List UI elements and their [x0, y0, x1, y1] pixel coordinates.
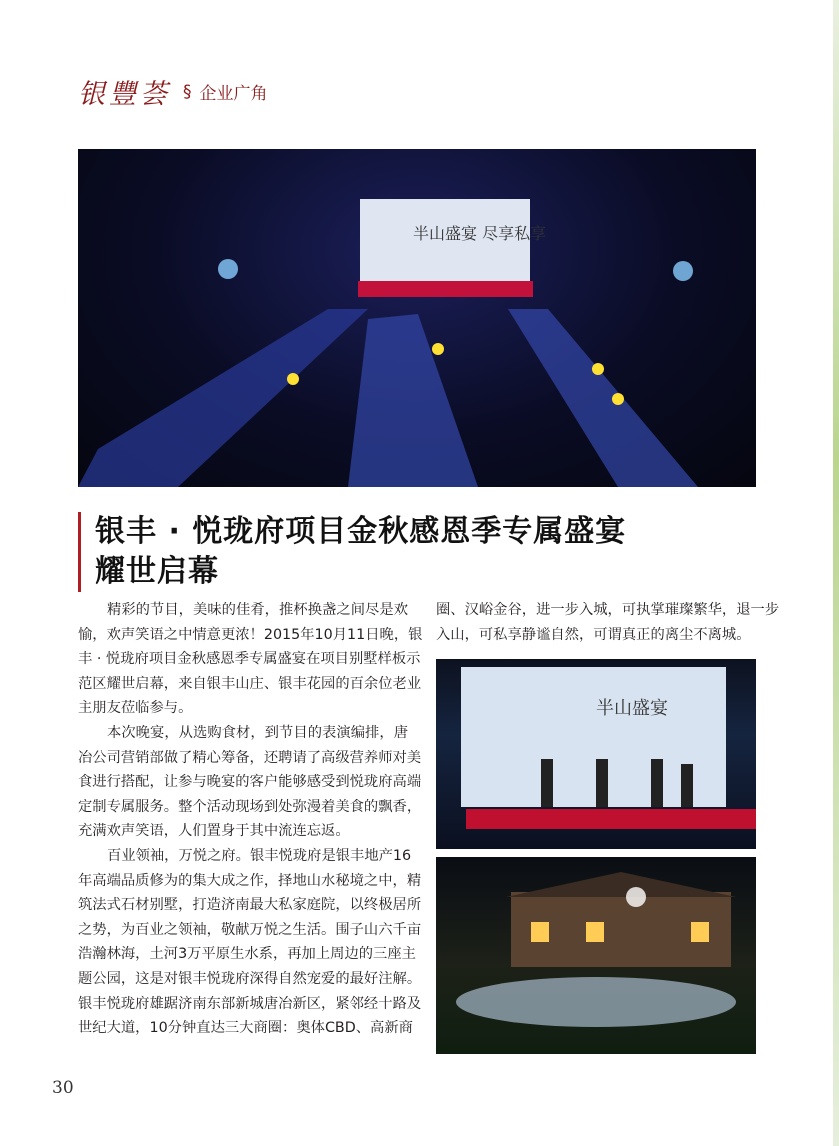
brand-logo: 银豐荟 [78, 79, 171, 110]
stage-scene [436, 659, 756, 849]
body-column-left [78, 598, 423, 1041]
balloon [287, 373, 299, 385]
body-text-line: 定制专属服务。整个活动现场到处弥漫着美食的飘香， [78, 798, 422, 815]
lit-tables [456, 977, 736, 1027]
body-text-line: 精彩的节目，美味的佳肴，推杯换盏之间尽是欢 [107, 602, 408, 618]
table-row-middle [348, 314, 478, 487]
body-text-line: 愉，欢声笑语之中情意更浓！2015年10月11日晚，银 [78, 626, 423, 643]
villa-night-photo [436, 857, 756, 1054]
banquet-photo [78, 149, 756, 487]
section-label: 企业广角 [199, 84, 268, 104]
window [691, 922, 709, 942]
page-edge-strip [833, 0, 839, 1146]
body-text-line: 主朋友莅临参与。 [78, 700, 193, 717]
performer [596, 759, 608, 807]
performer [541, 759, 553, 807]
page-number: 30 [52, 1078, 74, 1098]
table-row-left [78, 309, 368, 487]
body-text-line: 入山，可私享静谧自然，可谓真正的离尘不离城。 [436, 626, 751, 643]
performer [681, 764, 693, 807]
body-text-line: 圈、汉峪金谷，进一步入城，可执掌璀璨繁华，退一步 [436, 602, 780, 618]
backdrop-text: 半山盛宴 尽享私享 [413, 224, 547, 243]
body-text-line: 世纪大道，10分钟直达三大商圈：奥体CBD、高新商 [78, 1020, 413, 1037]
title-line: 耀世启幕 [95, 554, 219, 589]
banquet-scene [78, 149, 756, 487]
masthead [78, 72, 268, 111]
body-text-line: 充满欢声笑语，人们置身于其中流连忘返。 [78, 823, 350, 840]
body-text-line: 银丰悦珑府雄踞济南东部新城唐冶新区，紧邻经十路及 [78, 995, 422, 1012]
body-text-line: 年高端品质修为的集大成之作，择地山水秘境之中，精 [78, 872, 422, 889]
table-row-right [508, 309, 698, 487]
body-text-line: 题公园，这是对银丰悦珑府深得自然宠爱的最好注解。 [78, 970, 422, 987]
spotlight [218, 259, 238, 279]
window [531, 922, 549, 942]
villa-roof [506, 872, 736, 897]
spotlight [673, 261, 693, 281]
swirl-icon: § [183, 81, 192, 102]
body-text-line: 百业领袖，万悦之府。银丰悦珑府是银丰地产16 [107, 847, 412, 864]
balloon [612, 393, 624, 405]
body-text-line: 筑法式石材别墅，打造济南最大私家庭院，以终极居所 [78, 897, 422, 914]
stage [466, 809, 756, 829]
body-text-line: 本次晚宴，从选购食材，到节目的表演编排，唐 [107, 724, 408, 741]
body-text-line: 浩瀚林海，土河3万平原生水系，再加上周边的三座主 [78, 946, 416, 963]
body-text-line: 食进行搭配，让参与晚宴的客户能够感受到悦珑府高端 [78, 774, 422, 791]
body-text-line: 丰 · 悦珑府项目金秋感恩季专属盛宴在项目别墅样板示 [78, 651, 421, 668]
performer [651, 759, 663, 807]
title-line: 银丰 · 悦珑府项目金秋感恩季专属盛宴 [95, 514, 627, 549]
stage-performance-photo [436, 659, 756, 849]
body-text-line: 范区耀世启幕，来自银丰山庄、银丰花园的百余位老业 [78, 675, 422, 692]
stage [358, 281, 533, 297]
body-text-line: 之势，为百业之领袖，敬献万悦之生活。围子山六千亩 [78, 921, 422, 938]
balloon [592, 363, 604, 375]
backdrop-text: 半山盛宴 [596, 698, 668, 719]
villa-scene [436, 857, 756, 1054]
article-title [78, 512, 626, 592]
window [586, 922, 604, 942]
body-text-line: 冶公司营销部做了精心筹备，还聘请了高级营养师对美 [78, 749, 422, 766]
balloon [432, 343, 444, 355]
body-column-right [436, 598, 780, 647]
lamp [626, 887, 646, 907]
